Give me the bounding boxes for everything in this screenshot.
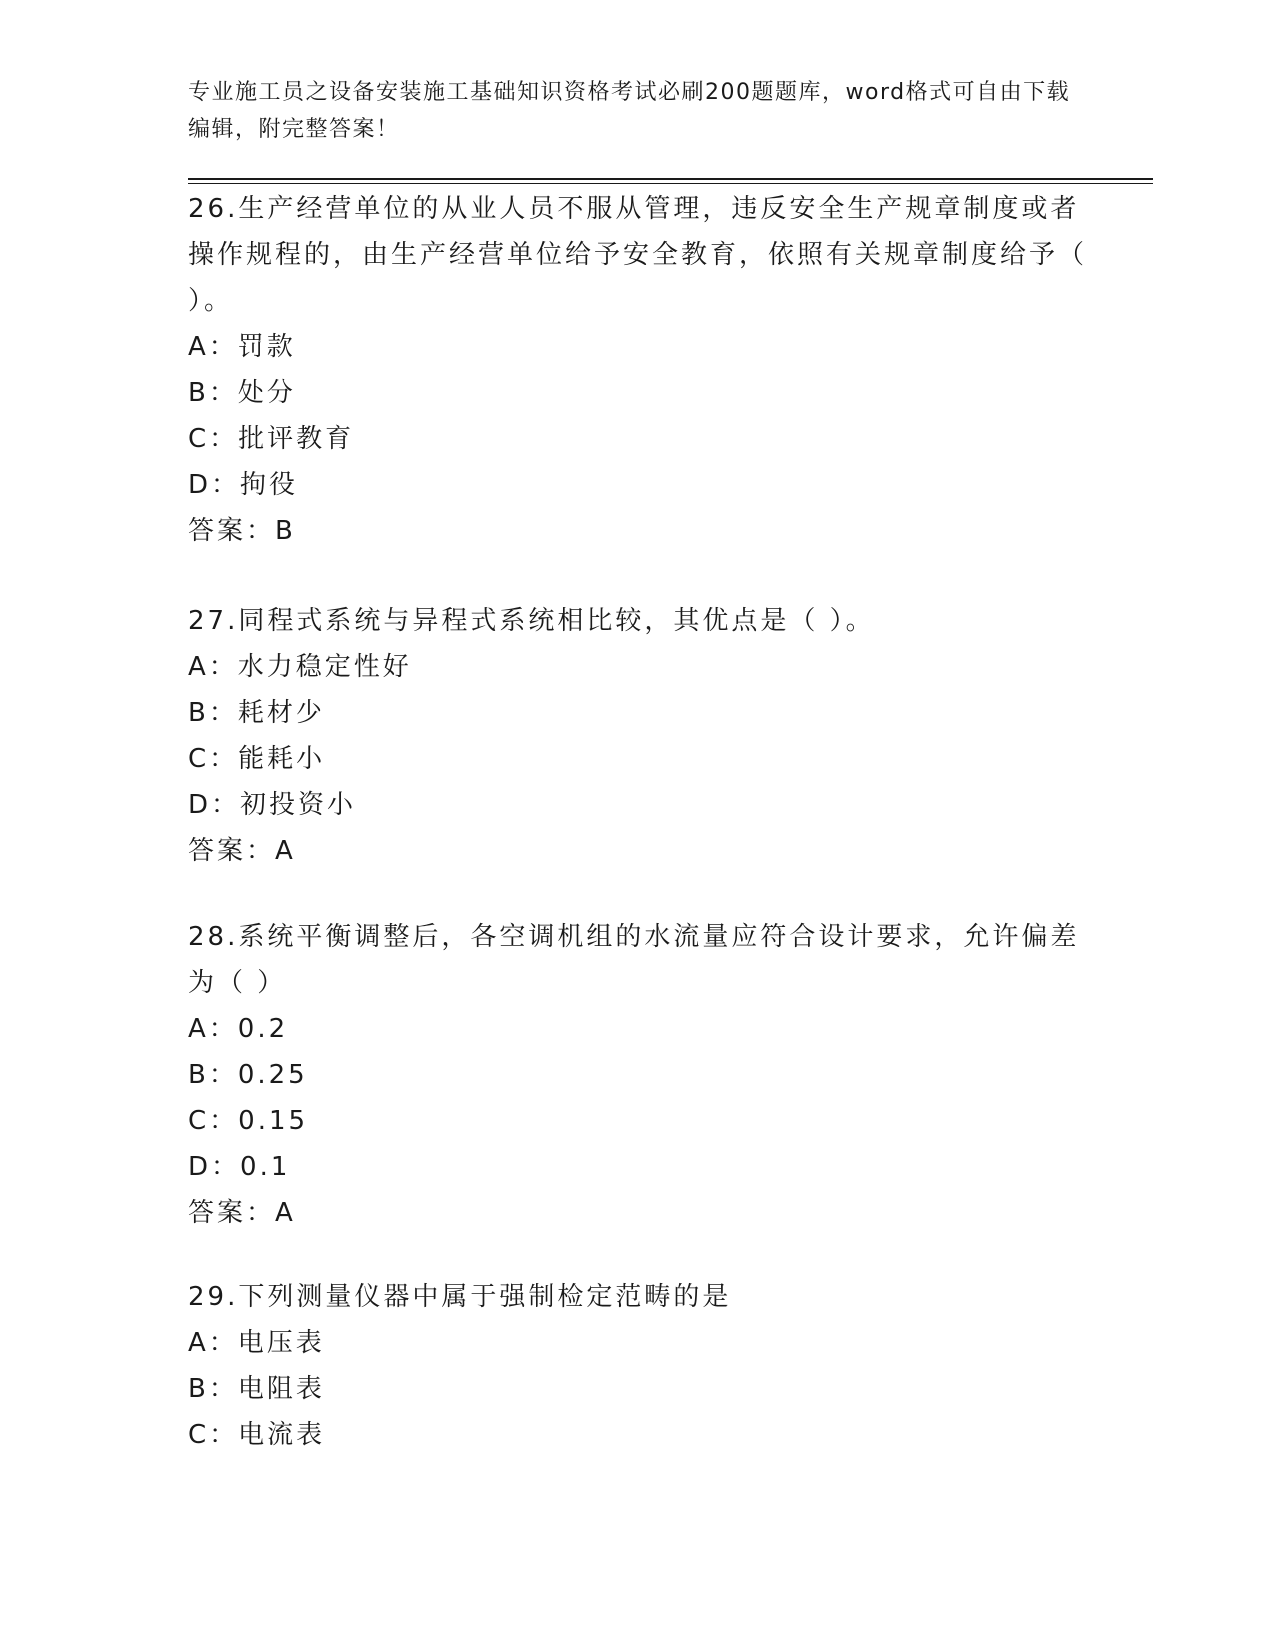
option-a: A：罚款: [188, 332, 296, 362]
option-b: B：电阻表: [188, 1374, 325, 1404]
question-stem: 28.系统平衡调整后，各空调机组的水流量应符合设计要求，允许偏差为（ ）: [188, 922, 1080, 998]
option-c: C：0.15: [188, 1106, 309, 1136]
option-b: B：处分: [188, 378, 296, 408]
option-c: C：能耗小: [188, 744, 326, 774]
header-divider-thin: [188, 183, 1153, 184]
document-header: 专业施工员之设备安装施工基础知识资格考试必刷200题题库，word格式可自由下载编辑，附完整答案！: [188, 80, 1071, 142]
question-stem: 26.生产经营单位的从业人员不服从管理，违反安全生产规章制度或者操作规程的，由生产经营单位给予安全教育，依照有关规章制度给予（ ）。: [188, 194, 1088, 316]
question-28: [188, 914, 1088, 1236]
option-a: A：电压表: [188, 1328, 325, 1358]
option-d: D：0.1: [188, 1152, 291, 1182]
question-26: [188, 186, 1088, 554]
question-stem: 27.同程式系统与异程式系统相比较，其优点是（ ）。: [188, 606, 875, 636]
option-a: A：水力稳定性好: [188, 652, 412, 682]
option-a: A：0.2: [188, 1014, 289, 1044]
question-stem: 29.下列测量仪器中属于强制检定范畴的是: [188, 1282, 732, 1312]
option-c: C：批评教育: [188, 424, 355, 454]
option-c: C：电流表: [188, 1420, 326, 1450]
header-divider-thick: [188, 178, 1153, 180]
option-b: B：0.25: [188, 1060, 308, 1090]
option-d: D：初投资小: [188, 790, 357, 820]
option-b: B：耗材少: [188, 698, 325, 728]
question-27: [188, 598, 1088, 874]
answer: 答案：A: [188, 836, 296, 866]
question-29: [188, 1274, 1088, 1458]
option-d: D：拘役: [188, 470, 299, 500]
answer: 答案：B: [188, 516, 296, 546]
answer: 答案：A: [188, 1198, 296, 1228]
